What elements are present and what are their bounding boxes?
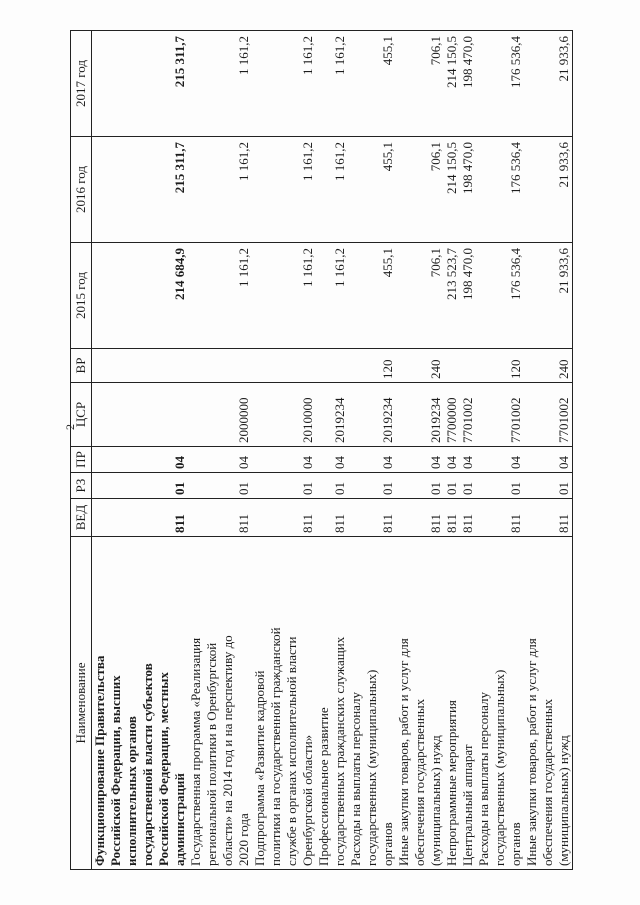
row-value-2016: 176 536,4 [476,137,524,243]
row-name [252,537,316,870]
row-csr [92,383,189,447]
row-name-line: Расходы на выплаты персоналу [476,691,491,866]
row-value-2017: 214 150,5 [444,31,460,137]
row-pr: 04 [524,447,573,473]
row-ved: 811 [524,499,573,537]
row-name-line: государственной власти субъектов [140,663,155,866]
row-name-line: (муниципальных) нужд [556,735,571,866]
row-ved: 811 [188,499,252,537]
table-row [348,31,396,870]
row-csr: 2010000 [252,383,316,447]
row-value-2015: 1 161,2 [316,243,348,349]
row-value-2015: 21 933,6 [524,243,573,349]
row-value-2015: 213 523,7 [444,243,460,349]
row-value-2016: 21 933,6 [524,137,573,243]
row-ved: 811 [348,499,396,537]
row-name-line: государственных гражданских служащих [332,636,347,866]
row-pr: 04 [316,447,348,473]
row-pr: 04 [92,447,189,473]
row-pr: 04 [252,447,316,473]
row-vr: 240 [396,349,444,383]
header-ved: ВЕД [71,499,92,537]
row-vr [188,349,252,383]
row-pr: 04 [348,447,396,473]
row-value-2015: 214 684,9 [92,243,189,349]
row-value-2015: 706,1 [396,243,444,349]
header-2017: 2017 год [71,31,92,137]
header-pr: ПР [71,447,92,473]
row-rz: 01 [188,473,252,499]
table-body [92,31,573,870]
row-name-line: Иные закупки товаров, работ и услуг для [524,638,539,866]
header-2016: 2016 год [71,137,92,243]
row-name-line: Российской Федерации, местных [156,672,171,866]
row-name [444,537,460,870]
row-ved: 811 [460,499,476,537]
row-value-2015: 1 161,2 [252,243,316,349]
row-name [460,537,476,870]
row-name-line: администраций [172,773,187,866]
row-pr: 04 [396,447,444,473]
row-ved: 811 [316,499,348,537]
row-vr [316,349,348,383]
row-name [524,537,573,870]
row-name-line: Подпрограмма «Развитие кадровой [252,670,267,866]
row-value-2016: 706,1 [396,137,444,243]
table-header-row [71,31,92,870]
row-name-line: государственных (муниципальных) [492,669,507,866]
row-value-2017: 1 161,2 [188,31,252,137]
budget-table [70,30,573,870]
row-name [92,537,189,870]
row-rz: 01 [476,473,524,499]
row-ved: 811 [396,499,444,537]
row-value-2017: 1 161,2 [316,31,348,137]
row-rz: 01 [524,473,573,499]
row-rz: 01 [396,473,444,499]
row-name-line: Расходы на выплаты персоналу [348,691,363,866]
row-name-line: 2020 года [236,813,251,866]
table-row [524,31,573,870]
row-name-line: региональной политики в Оренбургской [204,642,219,866]
row-csr: 2000000 [188,383,252,447]
row-csr: 7701002 [524,383,573,447]
table-row [396,31,444,870]
row-ved: 811 [92,499,189,537]
row-value-2016: 1 161,2 [252,137,316,243]
row-name-line: Иные закупки товаров, работ и услуг для [396,638,411,866]
row-value-2017: 706,1 [396,31,444,137]
row-value-2016: 1 161,2 [188,137,252,243]
row-name [396,537,444,870]
row-name-line: Центральный аппарат [460,744,475,866]
row-vr [444,349,460,383]
row-name-line: государственных (муниципальных) [364,669,379,866]
row-value-2016: 455,1 [348,137,396,243]
header-vr: ВР [71,349,92,383]
row-name-line: политики на государственной гражданской [268,627,283,866]
row-csr: 7701002 [460,383,476,447]
row-name-line: службе в органах исполнительной власти [284,636,299,866]
table-row [252,31,316,870]
row-name-line: Российской Федерации, высших [108,675,123,866]
table-row [460,31,476,870]
row-csr: 2019234 [396,383,444,447]
row-value-2017: 176 536,4 [476,31,524,137]
page-number: 2 [63,424,77,430]
row-ved: 811 [252,499,316,537]
rotated-table-sheet [70,30,571,870]
row-csr: 7701002 [476,383,524,447]
row-value-2017: 21 933,6 [524,31,573,137]
row-value-2017: 198 470,0 [460,31,476,137]
row-value-2016: 214 150,5 [444,137,460,243]
row-name [348,537,396,870]
row-vr: 120 [348,349,396,383]
row-csr: 2019234 [348,383,396,447]
table-row [92,31,189,870]
row-value-2017: 1 161,2 [252,31,316,137]
row-rz: 01 [444,473,460,499]
row-vr: 120 [476,349,524,383]
row-value-2015: 1 161,2 [188,243,252,349]
row-value-2015: 176 536,4 [476,243,524,349]
row-name-line: Непрограммные мероприятия [444,700,459,866]
row-name-line: Государственная программа «Реализация [188,637,203,866]
row-pr: 04 [476,447,524,473]
row-value-2015: 198 470,0 [460,243,476,349]
row-value-2017: 455,1 [348,31,396,137]
table-row [188,31,252,870]
row-value-2016: 1 161,2 [316,137,348,243]
row-name-line: области» на 2014 год и на перспективу до [220,635,235,866]
row-value-2015: 455,1 [348,243,396,349]
table-row [444,31,460,870]
row-name-line: обеспечения государственных [540,698,555,866]
row-name [188,537,252,870]
row-value-2016: 215 311,7 [92,137,189,243]
row-name [476,537,524,870]
row-name [316,537,348,870]
row-rz: 01 [460,473,476,499]
row-pr: 04 [444,447,460,473]
row-rz: 01 [252,473,316,499]
header-rz: РЗ [71,473,92,499]
row-name-line: (муниципальных) нужд [428,735,443,866]
row-ved: 811 [476,499,524,537]
row-pr: 04 [188,447,252,473]
header-csr: ЦСР [71,383,92,447]
row-rz: 01 [348,473,396,499]
row-vr [92,349,189,383]
row-csr: 7700000 [444,383,460,447]
row-vr [460,349,476,383]
row-value-2016: 198 470,0 [460,137,476,243]
row-rz: 01 [316,473,348,499]
row-name-line: обеспечения государственных [412,698,427,866]
row-ved: 811 [444,499,460,537]
row-vr [252,349,316,383]
row-value-2017: 215 311,7 [92,31,189,137]
header-2015: 2015 год [71,243,92,349]
row-name-line: органов [380,822,395,866]
row-name-line: исполнительных органов [124,716,139,866]
row-name-line: Профессиональное развитие [316,707,331,866]
row-vr: 240 [524,349,573,383]
header-name: Наименование [71,537,92,870]
row-name-line: Оренбургской области» [300,734,315,866]
row-name-line: органов [508,822,523,866]
table-row [316,31,348,870]
row-name-line: Функционирование Правительства [92,655,107,866]
row-csr: 2019234 [316,383,348,447]
row-pr: 04 [460,447,476,473]
row-rz: 01 [92,473,189,499]
table-row [476,31,524,870]
